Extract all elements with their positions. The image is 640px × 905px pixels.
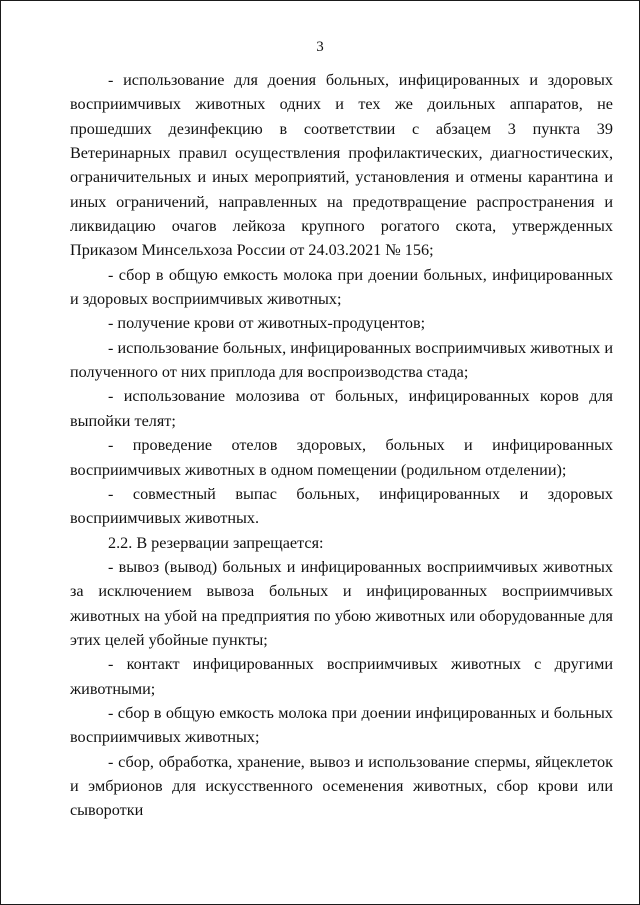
section-heading-2-2: 2.2. В резервации запрещается: xyxy=(108,533,324,552)
paragraph-herd-reproduction: - использование больных, инфицированных восприимчивых животных и полученного от них приплода для воспроизводства стада; xyxy=(70,338,613,382)
paragraph-milking-equipment: - использование для доения больных, инфицированных и здоровых восприимчивых животных одних и тех же доильных аппаратов, не прошедших дезинфекцию в соответствии с абзацем 3 пункта 39 Ветеринарных правил осуществления профилактических, диагностических, ограничительных и иных мероприятий, установления и отмены карантина и иных ограничений, направленных на предотвращение распространения и ликвидацию очагов лейкоза крупного рогатого скота, утвержденных Приказом Минсельхоза России от 24.03.2021 № 156; xyxy=(70,71,613,260)
document-body xyxy=(70,68,613,823)
paragraph-joint-grazing: - совместный выпас больных, инфицированных и здоровых восприимчивых животных. xyxy=(70,484,613,528)
paragraph-calving: - проведение отелов здоровых, больных и инфицированных восприимчивых животных в одном помещении (родильном отделении); xyxy=(70,436,613,479)
page-number: 3 xyxy=(316,39,324,55)
paragraph-milk-collection-reservation: - сбор в общую емкость молока при доении инфицированных и больных восприимчивых животных; xyxy=(70,703,613,747)
paragraph-blood-collection: - получение крови от животных-продуцентов; xyxy=(108,314,426,333)
paragraph-colostrum-use: - использование молозива от больных, инфицированных коров для выпойки телят; xyxy=(70,387,613,430)
paragraph-animal-contact: - контакт инфицированных восприимчивых животных с другими животными; xyxy=(70,655,613,698)
paragraph-animal-removal: - вывоз (вывод) больных и инфицированных восприимчивых животных за исключением вывоза больных и инфицированных восприимчивых животных на убой на предприятия по убою животных или оборудованные для этих целей убойные пункты; xyxy=(70,557,613,649)
paragraph-sperm-embryo-handling: - сбор, обработка, хранение, вывоз и использование спермы, яйцеклеток и эмбрионов для искусственного осеменения животных, сбор крови или сыворотки xyxy=(70,752,613,820)
paragraph-milk-collection: - сбор в общую емкость молока при доении больных, инфицированных и здоровых восприимчивых животных; xyxy=(70,265,613,309)
